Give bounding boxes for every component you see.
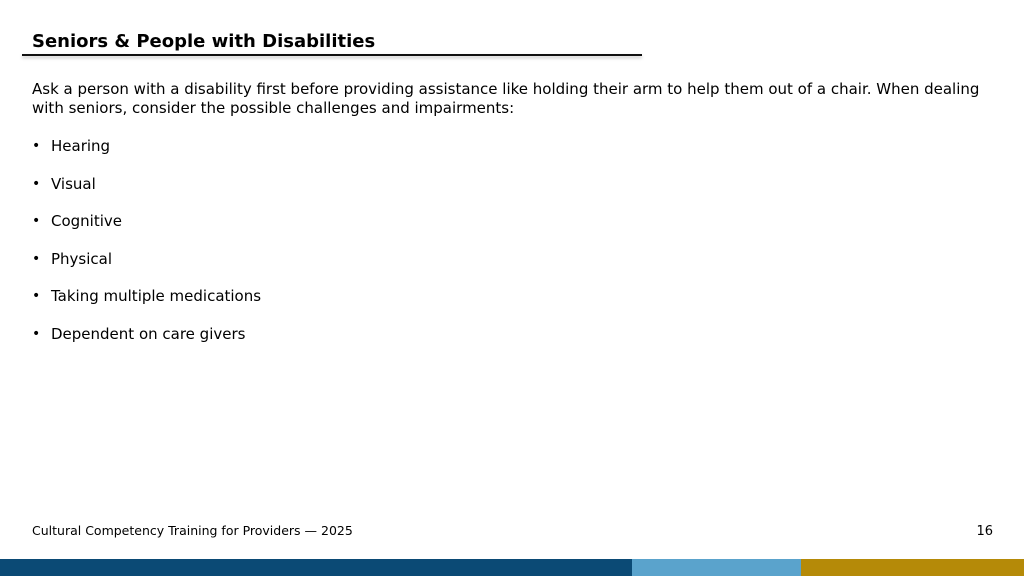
page-number: 16	[976, 524, 993, 539]
footer-stripe-light-blue	[632, 559, 801, 576]
bullet-icon: •	[32, 288, 41, 305]
intro-paragraph: Ask a person with a disability first before providing assistance like holding their arm to help them out of a chair. When dealing with seniors, consider the possible challenges and impairments:	[32, 80, 980, 117]
slide-title: Seniors & People with Disabilities	[32, 31, 376, 52]
list-item-text: Physical	[51, 249, 113, 268]
bullet-icon: •	[32, 175, 41, 192]
footer-stripe-gold	[801, 559, 1024, 576]
list-item-text: Dependent on care givers	[51, 324, 246, 343]
footer-caption: Cultural Competency Training for Providers — 2025	[32, 523, 353, 538]
list-item-text: Cognitive	[51, 212, 123, 231]
bullet-icon: •	[32, 213, 41, 230]
list-item-text: Visual	[51, 174, 96, 193]
list-item-text: Hearing	[51, 137, 111, 155]
bullet-icon: •	[32, 250, 41, 267]
footer-stripe-dark-blue	[0, 559, 632, 576]
bullet-icon: •	[32, 325, 41, 342]
list-item-text: Taking multiple medications	[51, 287, 262, 306]
bullet-icon: •	[32, 138, 41, 154]
title-underline	[22, 54, 642, 56]
